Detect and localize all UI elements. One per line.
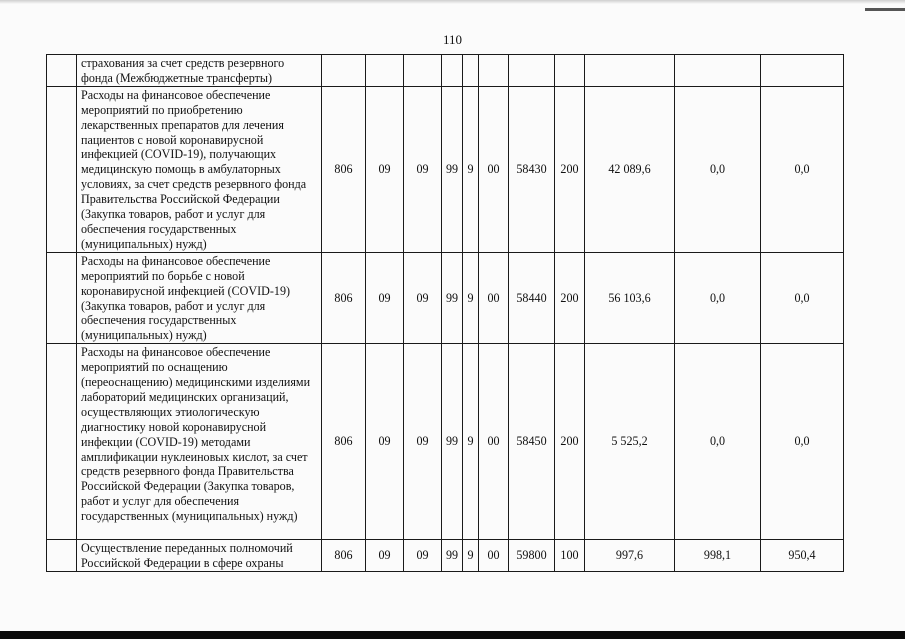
budget-table: [46, 54, 844, 572]
cell-ministry-code: 806: [322, 86, 366, 252]
cell-name: Осуществление переданных полномочий Российской Федерации в сфере охраны: [77, 540, 322, 572]
cell-main-measure: 00: [479, 86, 509, 252]
row-blank-cell: [47, 252, 77, 343]
cell-amount-1: 5 525,2: [585, 344, 675, 540]
cell-program: [442, 55, 463, 87]
cell-subsection: 09: [404, 344, 442, 540]
cell-section: 09: [366, 344, 404, 540]
row-blank-cell: [47, 540, 77, 572]
cell-main-measure: 00: [479, 252, 509, 343]
scan-corner-mark: [865, 8, 905, 11]
cell-program: 99: [442, 86, 463, 252]
cell-expense-type: 200: [555, 344, 585, 540]
cell-subsection: 09: [404, 86, 442, 252]
cell-subprogram-type: [463, 55, 479, 87]
cell-amount-2: 0,0: [675, 344, 761, 540]
cell-main-measure: 00: [479, 540, 509, 572]
table-row: [47, 252, 844, 343]
table-row: [47, 86, 844, 252]
cell-expense-direction: 59800: [509, 540, 555, 572]
table-row: [47, 540, 844, 572]
cell-amount-3: 950,4: [761, 540, 844, 572]
scan-bottom-band: [0, 631, 905, 639]
cell-subsection: 09: [404, 540, 442, 572]
cell-main-measure: 00: [479, 344, 509, 540]
cell-amount-1: 997,6: [585, 540, 675, 572]
cell-ministry-code: [322, 55, 366, 87]
cell-expense-type: 200: [555, 86, 585, 252]
cell-ministry-code: 806: [322, 252, 366, 343]
scan-top-edge: [0, 0, 905, 4]
budget-table-body: [47, 55, 844, 572]
cell-section: [366, 55, 404, 87]
cell-program: 99: [442, 344, 463, 540]
page-number: 110: [442, 32, 463, 47]
table-row: [47, 344, 844, 540]
cell-amount-1: 56 103,6: [585, 252, 675, 343]
cell-expense-direction: 58450: [509, 344, 555, 540]
table-row: [47, 55, 844, 87]
cell-expense-direction: 58430: [509, 86, 555, 252]
cell-subsection: [404, 55, 442, 87]
cell-section: 09: [366, 252, 404, 343]
cell-subsection: 09: [404, 252, 442, 343]
cell-amount-2: 998,1: [675, 540, 761, 572]
cell-ministry-code: 806: [322, 540, 366, 572]
cell-ministry-code: 806: [322, 344, 366, 540]
cell-section: 09: [366, 86, 404, 252]
cell-amount-1: [585, 55, 675, 87]
cell-program: 99: [442, 540, 463, 572]
row-blank-cell: [47, 55, 77, 87]
cell-amount-2: 0,0: [675, 86, 761, 252]
cell-main-measure: [479, 55, 509, 87]
cell-name: страхования за счет средств резервного фонда (Межбюджетные трансферты): [77, 55, 322, 87]
cell-expense-type: 200: [555, 252, 585, 343]
cell-program: 99: [442, 252, 463, 343]
cell-name: Расходы на финансовое обеспечение мероприятий по оснащению (переоснащению) медицинскими изделиями лабораторий медицинских организаций, осуществляющих этиологическую диагностику новой коронавирусной инфекции (COVID-19) методами амплификации нуклеиновых кислот, за счет средств резервного фонда Правительства Российской Федерации (Закупка товаров, работ и услуг для обеспечения государственных (муниципальных) нужд): [77, 344, 322, 540]
cell-name: Расходы на финансовое обеспечение мероприятий по приобретению лекарственных препаратов для лечения пациентов с новой коронавирусной инфекцией (COVID-19), получающих медицинскую помощь в амбулаторных условиях, за счет средств резервного фонда Правительства Российской Федерации (Закупка товаров, работ и услуг для обеспечения государственных (муниципальных) нужд): [77, 86, 322, 252]
cell-expense-direction: [509, 55, 555, 87]
cell-subprogram-type: 9: [463, 344, 479, 540]
cell-amount-3: [761, 55, 844, 87]
cell-amount-3: 0,0: [761, 86, 844, 252]
cell-subprogram-type: 9: [463, 86, 479, 252]
cell-subprogram-type: 9: [463, 540, 479, 572]
cell-amount-3: 0,0: [761, 252, 844, 343]
cell-amount-1: 42 089,6: [585, 86, 675, 252]
cell-name: Расходы на финансовое обеспечение мероприятий по борьбе с новой коронавирусной инфекцией (COVID-19) (Закупка товаров, работ и услуг для обеспечения государственных (муниципальных) нужд): [77, 252, 322, 343]
cell-amount-3: 0,0: [761, 344, 844, 540]
cell-amount-2: 0,0: [675, 252, 761, 343]
cell-section: 09: [366, 540, 404, 572]
cell-subprogram-type: 9: [463, 252, 479, 343]
cell-amount-2: [675, 55, 761, 87]
row-blank-cell: [47, 86, 77, 252]
cell-expense-type: [555, 55, 585, 87]
row-blank-cell: [47, 344, 77, 540]
cell-expense-type: 100: [555, 540, 585, 572]
cell-expense-direction: 58440: [509, 252, 555, 343]
